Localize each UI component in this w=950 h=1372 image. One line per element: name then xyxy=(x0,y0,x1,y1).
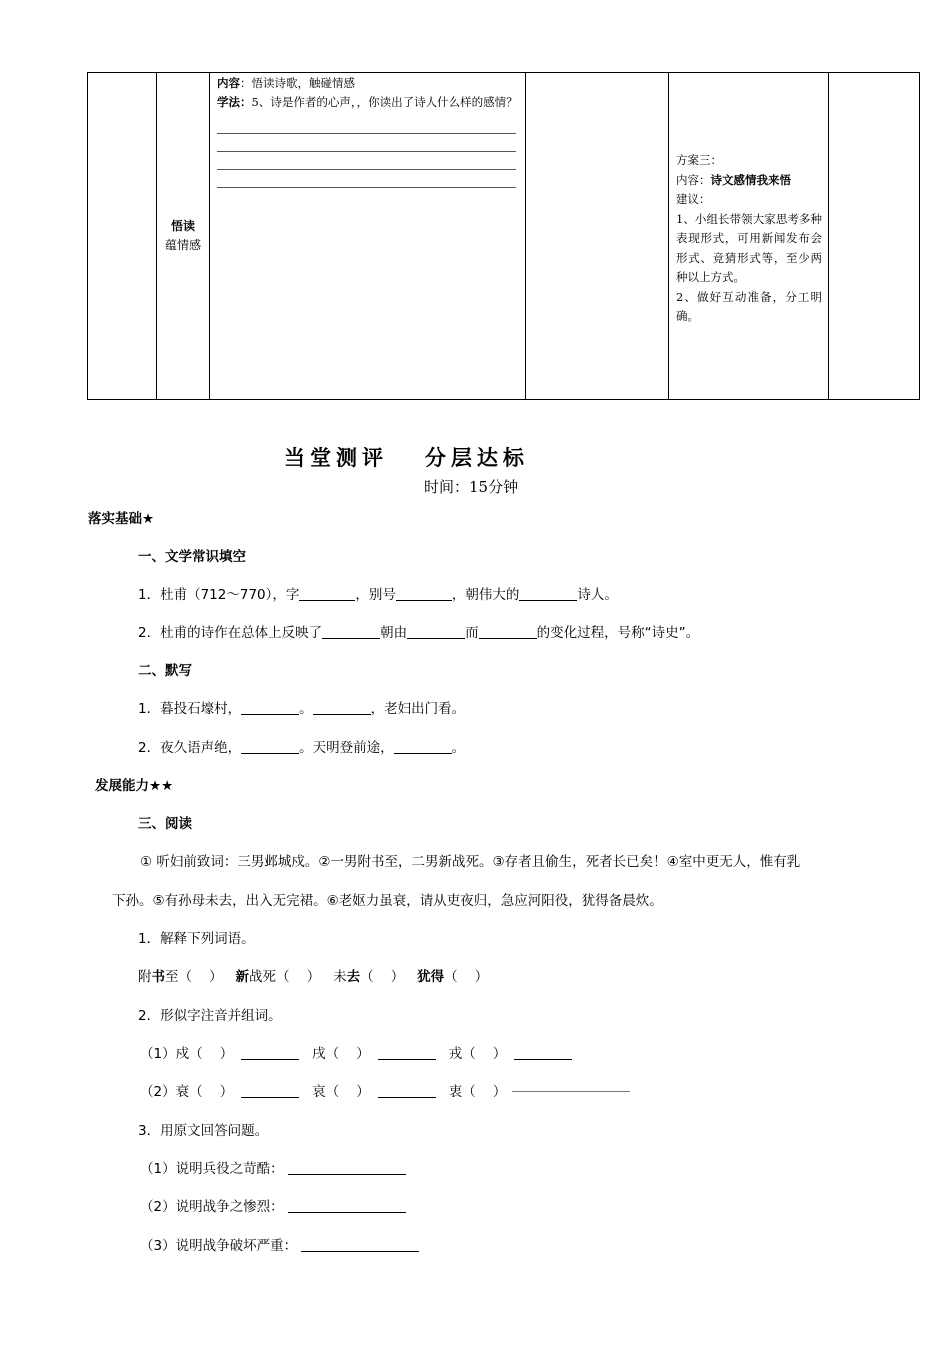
answer-row: （3）说明战争破坏严重： xyxy=(140,1234,419,1254)
fill-blank[interactable] xyxy=(288,1160,406,1175)
question-line: 2．夜久语声绝， 。天明登前途， 。 xyxy=(138,740,466,756)
answer-line[interactable] xyxy=(217,152,516,170)
answer-line[interactable] xyxy=(217,170,516,188)
method-text: 5、诗是作者的心声，，你读出了诗人什么样的感情？ xyxy=(251,95,518,109)
question-line: 1．杜甫（712～770），字 ，别号 ，朝伟大的 诗人。 xyxy=(138,587,618,603)
answer-row: （1）说明兵役之苛酷： xyxy=(140,1157,406,1177)
passage-line: ① 听妇前致词：三男邺城戍。②一男附书至，二男新战死。③存者且偷生，死者长已矣！④室中更无人，惟有乳 xyxy=(140,854,801,870)
stage-title: 悟读 xyxy=(170,219,195,233)
fill-blank[interactable] xyxy=(241,700,299,715)
table-cell-empty xyxy=(526,73,669,400)
fill-blank[interactable] xyxy=(313,700,371,715)
fill-blank[interactable] xyxy=(396,586,452,601)
question-line: 2．形似字注音并组词。 xyxy=(138,1008,282,1024)
fill-blank[interactable] xyxy=(241,739,299,754)
content-label: 内容 xyxy=(217,76,240,90)
fill-blank[interactable] xyxy=(514,1045,572,1060)
fill-blank[interactable] xyxy=(394,739,452,754)
quiz-title: 当堂测评 分层达标 xyxy=(284,445,529,470)
fill-blank[interactable] xyxy=(288,1198,406,1213)
plan-title: 方案三： xyxy=(676,153,722,167)
stage-cell xyxy=(157,73,210,400)
fill-blank[interactable] xyxy=(519,586,577,601)
content-text: ：悟读诗歌，触碰情感 xyxy=(240,76,355,90)
section-heading: 二、默写 xyxy=(138,663,192,679)
fill-blank[interactable] xyxy=(301,1237,419,1252)
fill-blank[interactable] xyxy=(512,1090,630,1092)
fill-blank[interactable] xyxy=(378,1045,436,1060)
quiz-time: 时间：15分钟 xyxy=(424,478,519,496)
table-cell-empty xyxy=(88,73,157,400)
fill-blank[interactable] xyxy=(378,1083,436,1098)
plan-content-text: 诗文感情我来悟 xyxy=(710,172,791,187)
question-line: 2．杜甫的诗作在总体上反映了 朝由 而 的变化过程，号称“诗史”。 xyxy=(138,625,700,641)
plan-item: 1、小组长带领大家思考多种表现形式，可用新闻发布会形式、竞猜形式等，至少两种以上方式。 xyxy=(676,211,822,284)
stage-subtitle: 蕴情感 xyxy=(164,238,201,252)
lesson-plan-table xyxy=(87,72,920,400)
level-advanced: 发展能力★★ xyxy=(95,778,174,794)
fill-blank[interactable] xyxy=(322,624,380,639)
passage-line: 下孙。⑤有孙母未去，出入无完裙。⑥老妪力虽衰，请从吏夜归，急应河阳役，犹得备晨炊。 xyxy=(112,893,663,909)
level-basic: 落实基础★ xyxy=(88,511,155,527)
question-line: 3．用原文回答问题。 xyxy=(138,1123,269,1139)
section-heading: 一、文学常识填空 xyxy=(138,549,246,565)
word-list: 附书至（ ） 新战死（ ） 未去（ ） 犹得（ ） xyxy=(138,969,489,985)
fill-blank[interactable] xyxy=(241,1045,299,1060)
plan-suggest-label: 建议： xyxy=(676,192,711,206)
answer-row: （2）说明战争之惨烈： xyxy=(140,1195,406,1215)
fill-blank[interactable] xyxy=(407,624,465,639)
answer-line[interactable] xyxy=(217,134,516,152)
plan-three-cell xyxy=(669,73,829,400)
content-cell xyxy=(210,73,526,400)
fill-blank[interactable] xyxy=(479,624,537,639)
char-row: （1）戍（ ） 戌（ ） 戎（ ） xyxy=(140,1042,572,1062)
plan-item: 2、做好互动准备，分工明确。 xyxy=(676,289,822,323)
question-line: 1．暮投石壕村， 。 ，老妇出门看。 xyxy=(138,701,466,717)
fill-blank[interactable] xyxy=(241,1083,299,1098)
plan-content-label: 内容： xyxy=(676,172,711,187)
method-label: 学法： xyxy=(217,95,252,109)
fill-blank[interactable] xyxy=(299,586,355,601)
answer-line[interactable] xyxy=(217,116,516,134)
table-cell-empty xyxy=(829,73,920,400)
question-line: 1．解释下列词语。 xyxy=(138,931,255,947)
section-heading: 三、阅读 xyxy=(138,816,192,832)
char-row: （2）衰（ ） 哀（ ） 衷（ ） xyxy=(140,1080,630,1100)
